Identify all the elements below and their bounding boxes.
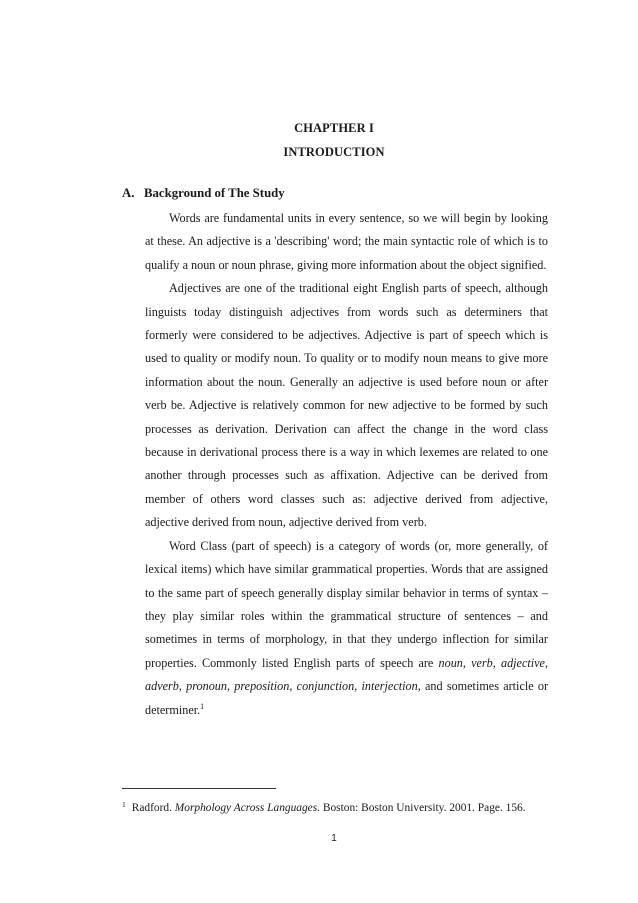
paragraph-2: Adjectives are one of the traditional eight English parts of speech, although linguists today distinguish adjectives from words such as determiners that formerly were considered to be adjectives. Adjective is part of speech which is used to quality or modify noun. To quality or to modify noun means to give more information about the noun. Generally an adjective is used before noun or after verb be. Adjective is relatively common for new adjective to be formed by such processes as derivation. Derivation can affect the change in the word class because in derivational process there is a way in which lexemes are related to one another through processes such as affixation. Adjective can be derived from member of others word classes such as: adjective derived from adjective, adjective derived from noun, adjective derived from verb. xyxy=(145,281,548,530)
term-conjunction: conjunction xyxy=(296,679,355,694)
section-title: Background of The Study xyxy=(144,186,285,200)
term-preposition: preposition xyxy=(234,679,290,694)
term-interjection: interjection xyxy=(361,679,418,694)
section-heading xyxy=(122,186,285,201)
chapter-title: INTRODUCTION xyxy=(283,145,385,159)
footnote xyxy=(122,802,526,814)
footnote-reference[interactable]: 1 xyxy=(200,701,205,711)
term-noun: noun xyxy=(438,655,463,670)
page-number: 1 xyxy=(331,833,337,844)
footnote-number: 1 xyxy=(122,800,126,809)
footnote-details: . Boston: Boston University. 2001. Page. 156. xyxy=(317,802,526,814)
footnote-separator xyxy=(122,788,276,789)
footnote-book-title: Morphology Across Languages xyxy=(174,802,318,814)
term-pronoun: pronoun xyxy=(186,679,227,694)
chapter-label: CHAPTHER I xyxy=(294,121,374,135)
term-adjective: adjective xyxy=(500,655,545,670)
term-verb: verb xyxy=(471,655,493,670)
paragraph-3-tail: , and sometimes article or determiner. xyxy=(145,679,549,717)
paragraph-1: Words are fundamental units in every sentence, so we will begin by looking at these. An adjective is a 'describing' word; the main syntactic role of which is to qualify a noun or noun phrase, giving more information about the object signified. xyxy=(145,211,548,272)
term-adverb: adverb xyxy=(145,679,179,694)
paragraph-3: Word Class (part of speech) is a category of words (or, more generally, of lexical items) which have similar grammatical properties. Words that are assigned to the same part of speech generally display similar behavior in terms of syntax – they play similar roles within the grammatical structure of sentences – and sometimes in terms of morphology, in that they undergo inflection for similar properties. Commonly listed English parts of speech are noun, verb, adjective, adverb, pronoun, preposition, conjunction, interjection, and sometimes article or determiner.$^1$ xyxy=(145,538,549,717)
paragraph-3-lead: Word Class (part of speech) is a category of words (or, more generally, of lexical items) which have similar grammatical properties. Words that are assigned to the same part of speech generally display similar behavior in terms of syntax – they play similar roles within the grammatical structure of sentences – and sometimes in terms of morphology, in that they undergo inflection for similar properties. Commonly listed English parts of speech are xyxy=(145,538,548,670)
body-text xyxy=(145,207,548,722)
footnote-author: Radford. xyxy=(131,802,175,814)
section-letter: A. xyxy=(122,186,135,200)
